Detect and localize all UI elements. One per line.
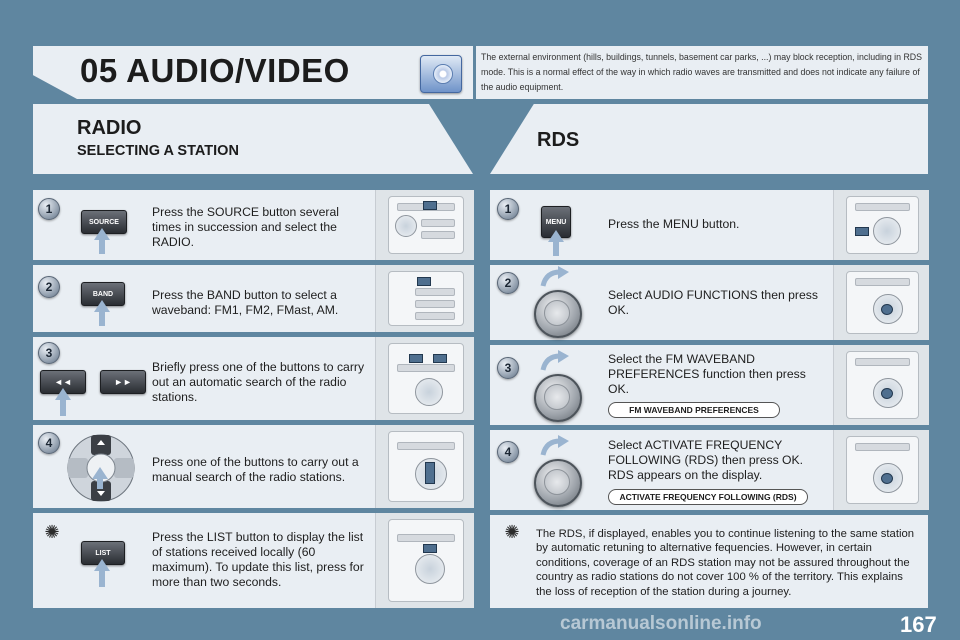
curved-arrow-icon: [540, 266, 570, 293]
curved-arrow-icon: [540, 435, 570, 462]
rds-step-3-thumbnail: [833, 345, 929, 425]
watermark: carmanualsonline.info: [560, 613, 762, 634]
reception-note: The external environment (hills, buildings, tunnels, basement car parks, ...) may block reception, including in RDS mode. This is a normal effect of the way in which radio waves are transmitted and does not indicate any failure of the audio equipment.: [481, 52, 923, 92]
step-badge-rds-3: 3: [497, 357, 519, 379]
rds-step-4-text: Select ACTIVATE FREQUENCY FOLLOWING (RDS) then press OK. RDS appears on the display.: [608, 438, 804, 482]
rds-tip-text: The RDS, if displayed, enables you to continue listening to the same station by automatic retuning to alternative fequencies. However, in certain conditions, coverage of an RDS station may not be assured throughout the country as radio stations do not cover 100 % of the territory. This explains the loss of reception of the station during a journey.: [536, 528, 915, 598]
page-number: 167: [900, 612, 937, 637]
arrow-up-icon: [92, 467, 108, 479]
arrow-stem: [99, 240, 105, 254]
step-badge-rds-4: 4: [497, 441, 519, 463]
curved-arrow-icon: [540, 350, 570, 377]
ok-knob-image: [534, 459, 582, 507]
arrow-stem: [97, 479, 103, 489]
rds-step-3-text: Select the FM WAVEBAND PREFERENCES function then press OK.: [608, 352, 806, 396]
radio-step-4-thumbnail: [375, 425, 474, 508]
step-badge-radio-4: 4: [38, 432, 60, 454]
ok-knob-image: [534, 290, 582, 338]
arrow-stem: [553, 242, 559, 256]
radio-title: RADIO: [77, 117, 142, 139]
arrow-up-icon: [94, 228, 110, 240]
arrow-up-icon: [94, 300, 110, 312]
radio-tip-text: Press the LIST button to display the list of stations received locally (60 maximum). To update this list, press for more than two seconds.: [152, 530, 364, 589]
arrow-up-icon: [548, 230, 564, 242]
radio-step-2-thumbnail: [375, 265, 474, 332]
radio-tip-thumbnail: [375, 513, 474, 608]
arrow-up-icon: [94, 559, 110, 571]
seek-back-button-image: ◄◄: [40, 370, 86, 394]
rds-step-2-text: Select AUDIO FUNCTIONS then press OK.: [608, 288, 818, 317]
radio-step-2-text: Press the BAND button to select a waveband: FM1, FM2, FMast, AM.: [152, 288, 339, 317]
rds-step-1-thumbnail: [833, 190, 929, 260]
sun-icon: ✺: [504, 522, 520, 542]
ok-knob-image: [534, 374, 582, 422]
radio-step-4-text: Press one of the buttons to carry out a manual search of the radio stations.: [152, 455, 359, 484]
radio-step-1-thumbnail: [375, 190, 474, 260]
step-badge-radio-3: 3: [38, 342, 60, 364]
step-badge-rds-2: 2: [497, 272, 519, 294]
activate-frequency-following-label: ACTIVATE FREQUENCY FOLLOWING (RDS): [608, 489, 808, 505]
seek-forward-button-image: ►►: [100, 370, 146, 394]
page-title: 05 AUDIO/VIDEO: [80, 52, 350, 89]
arrow-stem: [99, 571, 105, 587]
rds-step-4-thumbnail: [833, 430, 929, 510]
sun-icon: ✺: [44, 522, 60, 542]
radio-step-3-text: Briefly press one of the buttons to carry out an automatic search of the radio stations.: [152, 360, 365, 404]
arrow-stem: [99, 312, 105, 326]
rds-step-2-thumbnail: [833, 265, 929, 340]
step-badge-rds-1: 1: [497, 198, 519, 220]
source-button-image: SOURCE: [81, 210, 127, 234]
band-button-image: BAND: [81, 282, 125, 306]
menu-button-image: MENU: [541, 206, 571, 238]
step-badge-radio-1: 1: [38, 198, 60, 220]
arrow-stem: [60, 400, 66, 416]
rds-title: RDS: [537, 129, 580, 151]
arrow-up-icon: [55, 388, 71, 400]
step-badge-radio-2: 2: [38, 276, 60, 298]
rds-step-1-text: Press the MENU button.: [608, 217, 740, 231]
fm-waveband-preferences-label: FM WAVEBAND PREFERENCES: [608, 402, 780, 418]
cd-icon: [420, 55, 462, 93]
radio-step-3-thumbnail: [375, 337, 474, 420]
radio-subtitle: SELECTING A STATION: [77, 143, 239, 159]
list-button-image: LIST: [81, 541, 125, 565]
radio-step-1-text: Press the SOURCE button several times in succession and select the RADIO.: [152, 205, 339, 249]
